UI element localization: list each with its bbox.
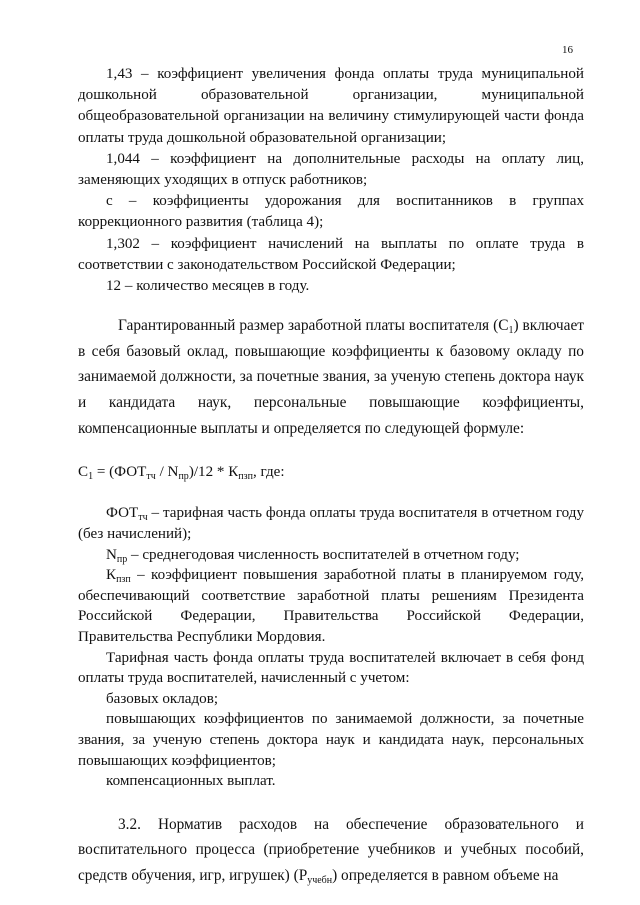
section-3-2 [78,812,584,888]
page-number: 16 [562,44,573,56]
definition-n: $N_{пр}$ – среднегодовая численность воспитателей в отчетном году; [106,546,520,565]
tariff-item-base: базовых окладов; [106,690,219,707]
coef-c: с – коэффициенты удорожания для воспитанников в группах коррекционного развития (таблица 4); [78,193,584,231]
definitions-block [78,503,584,791]
section-3-2-paragraph: 3.2. Норматив расходов на обеспечение образовательного и воспитательного процесса (приобретение учебников и учебных пособий, средств обучения, игр, игрушек) $(Р_{учебн})$ определяется в равном объеме на [78,815,584,886]
coef-1-302: 1,302 – коэффициент начислений на выплаты по оплате труда в соответствии с законодательством Российской Федерации; [78,235,584,273]
tariff-item-compensation: компенсационных выплат. [106,773,276,790]
tariff-item-coefficients: повышающих коэффициентов по занимаемой должности, за почетные звания, за ученую степень доктора наук и кандидата наук, персональных повышающих коэффициентов; [78,711,584,769]
definition-fot: $ФОТ_{тч}$ – тарифная часть фонда оплаты труда воспитателя в отчетном году (без начислений); [78,505,584,542]
coef-1-044: 1,044 – коэффициент на дополнительные расходы на оплату лиц, заменяющих уходящих в отпуск работников; [78,150,584,189]
months-count: 12 – количество месяцев в году. [106,278,310,295]
tariff-intro: Тарифная часть фонда оплаты труда воспитателей включает в себя фонд оплаты труда воспитателей, начисленный с учетом: [78,649,584,687]
coefficients-block [78,64,584,297]
guaranteed-salary-section [78,313,584,441]
coef-1-43: 1,43 – коэффициент увеличения фонда оплаты труда муниципальной дошкольной образовательной организации, муниципальной общеобразовательной организации на величину стимулирующей части фонда оплаты труда дошкольной образовательной организации; [78,66,584,146]
definition-k: $К_{пзп}$ – коэффициент повышения заработной платы в планируемом году, обеспечивающий соответствие заработной платы решениям Президента Российской Федерации, Правительства Российской Федерации, Правительства Республики Мордовия. [78,567,584,645]
guaranteed-salary-paragraph: Гарантированный размер заработной платы воспитателя $(С_1)$ включает в себя базовый оклад, повышающие коэффициенты к базовому окладу по занимаемой должности, за почетные звания, за ученую степень доктора наук и кандидата наук, персональные повышающие коэффициенты, компенсационные выплаты и определяется по следующей формуле: [78,317,585,437]
salary-formula: $С_1 = (ФОТ_{тч} / N_{пр})/12 * К_{пзп}$, где: [78,464,285,483]
document-body [78,64,584,888]
